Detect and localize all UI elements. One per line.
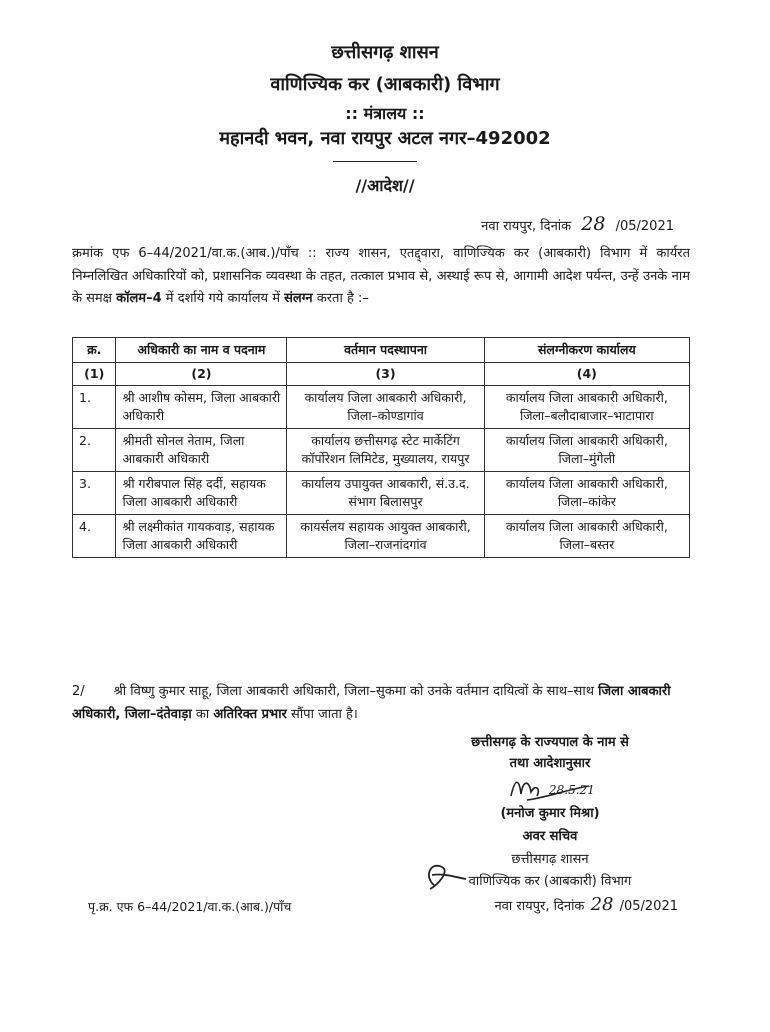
table-header-row bbox=[73, 338, 690, 363]
col-number: (4) bbox=[484, 363, 689, 386]
cell-officer-name: श्री गरीबपाल सिंह दर्दी, सहायक जिला आबकारी अधिकारी bbox=[116, 472, 287, 515]
cell-officer-name: श्री लक्ष्मीकांत गायकवाड़, सहायक जिला आबकारी अधिकारी bbox=[116, 515, 287, 558]
cell-attached-office: कार्यालय जिला आबकारी अधिकारी, जिला–मुंगेली bbox=[484, 429, 689, 472]
column-number-row bbox=[73, 363, 690, 386]
cell-attached-office: कार्यालय जिला आबकारी अधिकारी, जिला–कांकेर bbox=[484, 472, 689, 515]
signature-authority-line1: छत्तीसगढ़ के राज्यपाल के नाम से bbox=[471, 735, 629, 750]
cell-sn: 3. bbox=[73, 472, 116, 515]
table-row bbox=[73, 472, 690, 515]
para1-text-a: क्रमांक एफ 6–44/2021/वा.क.(आब.)/पाँच :: राज्य शासन, एतद्द्वारा, वाणिज्यिक कर (आबकारी) विभाग में कार्यरत निम्नलिखित अधिकारियों को, प्रशासनिक व्यवस्था के तहत, तत्काल प्रभाव से, अस्थाई रूप से, आगामी आदेश पर्यन्त, उन्हें उनके नाम के समक्ष bbox=[72, 246, 690, 306]
header-government: छत्तीसगढ़ शासन bbox=[331, 42, 439, 63]
order-date bbox=[481, 213, 674, 235]
cell-sn: 2. bbox=[73, 429, 116, 472]
header-department: वाणिज्यिक कर (आबकारी) विभाग bbox=[270, 74, 500, 95]
cell-sn: 4. bbox=[73, 515, 116, 558]
para2-bold-charge: अतिरिक्त प्रभार bbox=[213, 706, 287, 722]
footer-date-day-handwritten: 28 bbox=[590, 894, 614, 915]
cell-attached-office: कार्यालय जिला आबकारी अधिकारी, जिला–बस्तर bbox=[484, 515, 689, 558]
officers-table bbox=[72, 337, 690, 558]
table-row bbox=[73, 515, 690, 558]
endorsement-reference: पृ.क्र. एफ 6–44/2021/वा.क.(आब.)/पाँच bbox=[88, 899, 292, 914]
header-address: महानदी भवन, नवा रायपुर अटल नगर–492002 bbox=[219, 128, 551, 149]
table-row bbox=[73, 386, 690, 429]
cell-sn: 1. bbox=[73, 386, 116, 429]
header-divider bbox=[333, 161, 417, 162]
header-ministry: :: मंत्रालय :: bbox=[345, 104, 425, 123]
header-attached-office: संलग्नीकरण कार्यालय bbox=[484, 338, 689, 363]
cell-officer-name: श्री आशीष कोसम, जिला आबकारी अधिकारी bbox=[116, 386, 287, 429]
order-paragraph-1 bbox=[72, 243, 690, 311]
cell-current-posting: कार्यालय छत्तीसगढ़ स्टेट मार्केटिंग कॉर्पोरेशन लिमिटेड, मुख्यालय, रायपुर bbox=[287, 429, 484, 472]
para1-text-b: में दर्शाये गये कार्यालय में bbox=[165, 291, 280, 306]
signatory-department: वाणिज्यिक कर (आबकारी) विभाग bbox=[468, 874, 632, 889]
order-title: //आदेश// bbox=[355, 176, 415, 195]
cell-officer-name: श्रीमती सोनल नेताम, जिला आबकारी अधिकारी bbox=[116, 429, 287, 472]
para1-bold-attached: संलग्न bbox=[284, 291, 313, 306]
endorsement-date bbox=[494, 894, 678, 915]
cell-current-posting: कार्यालय उपायुक्त आबकारी, सं.उ.द. संभाग बिलासपुर bbox=[287, 472, 484, 515]
cell-current-posting: कार्यालय जिला आबकारी अधिकारी, जिला–कोण्डागांव bbox=[287, 386, 484, 429]
col-number: (3) bbox=[287, 363, 484, 386]
col-number: (1) bbox=[73, 363, 116, 386]
para1-bold-column: कॉलम–4 bbox=[116, 291, 162, 306]
header-officer-name: अधिकारी का नाम व पदनाम bbox=[116, 338, 287, 363]
footer-date-suffix: /05/2021 bbox=[619, 899, 678, 914]
signature-authority-line2: तथा आदेशानुसार bbox=[509, 756, 591, 771]
col-number: (2) bbox=[116, 363, 287, 386]
signature-scribble-date: 28.5.21 bbox=[549, 783, 595, 797]
footer-date-prefix: नवा रायपुर, दिनांक bbox=[494, 899, 585, 914]
table-row bbox=[73, 429, 690, 472]
date-prefix: नवा रायपुर, दिनांक bbox=[481, 219, 572, 234]
signatory-name: (मनोज कुमार मिश्रा) bbox=[500, 806, 600, 821]
header-current-posting: वर्तमान पदस्थापना bbox=[287, 338, 484, 363]
signatory-designation: अवर सचिव bbox=[522, 829, 578, 844]
para2-bold-office: जिला आबकारी अधिकारी, जिला–दंतेवाड़ा bbox=[72, 684, 671, 722]
para2-text-b: का bbox=[195, 706, 210, 722]
para1-text-c: करता है :– bbox=[316, 291, 369, 306]
para2-text-a: श्री विष्णु कुमार साहू, जिला आबकारी अधिकारी, जिला–सुकमा को उनके वर्तमान दायित्वों के साथ–साथ bbox=[113, 684, 594, 699]
date-suffix: /05/2021 bbox=[615, 219, 674, 234]
para2-text-c: सौंपा जाता है। bbox=[291, 706, 358, 722]
order-paragraph-2 bbox=[72, 681, 690, 726]
para2-number: 2/ bbox=[72, 684, 85, 699]
date-day-handwritten: 28 bbox=[581, 213, 606, 235]
signatory-government: छत्तीसगढ़ शासन bbox=[511, 852, 589, 867]
initials-scribble-icon bbox=[420, 855, 470, 895]
cell-current-posting: कायर्सलय सहायक आयुक्त आबकारी, जिला–राजनांदगांव bbox=[287, 515, 484, 558]
cell-attached-office: कार्यालय जिला आबकारी अधिकारी, जिला–बलौदाबाजार–भाटापारा bbox=[484, 386, 689, 429]
header-sn: क्र. bbox=[73, 338, 116, 363]
